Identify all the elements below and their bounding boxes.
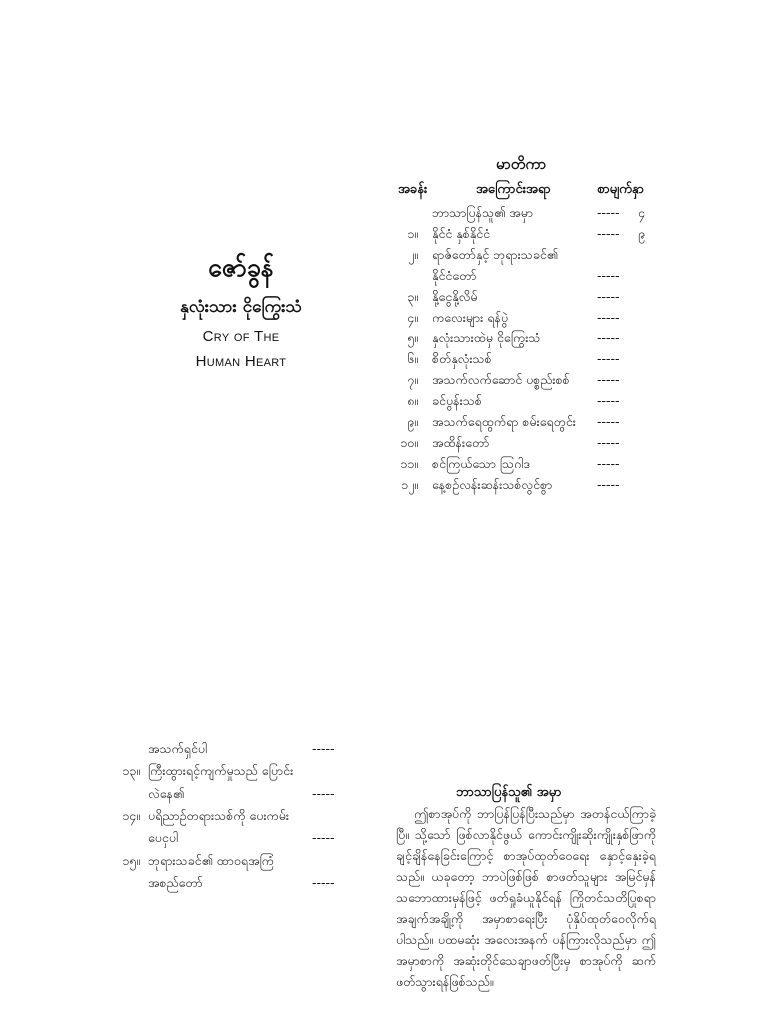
toc-row-title: ဘုရားသခင်၏ ထာဝရအကြံ [148, 852, 274, 868]
toc-row-leader: ----- [597, 414, 620, 429]
toc-column-page: စာမျက်နှာ [597, 182, 644, 197]
toc-row-number: ၆။ [407, 351, 418, 367]
preface-paragraph: ဤစာအုပ်ကို ဘာပြန်ပြန်ပြီးသည်မှာ အတန်ငယ်ကြာခဲ့ပြီ။ သို့သော် ဖြစ်လာနိုင်ဖွယ် ကောင်းကျိုးဆိုးကျိုးနှစ်ဖြာကို ချင့်ချိန်နေခြင်းကြောင့် စာအုပ်ထုတ်ဝေရေး နှောင့်နှေးခဲ့ရသည်။ ယခုတော့ ဘာပဲဖြစ်ဖြစ် စာဖတ်သူများ အမြင်မှန် သဘောထားမှန်ဖြင့် ဖတ်ရှုခံယူနိုင်ရန် ကြိုတင်သတိပြုစရာ အချက်အချို့ကို အမှာစာရေးပြီး ပုံနှိပ်ထုတ်ဝေလိုက်ရပါသည်။ ပထမဆုံး အလေးအနက် ပန်ကြားလိုသည်မှာ ဤအမှာစာကို အဆုံးတိုင်သေချာဖတ်ပြီးမှ စာအုပ်ကို ဆက်ဖတ်သွားရန်ဖြစ်သည်။ [396, 806, 656, 989]
toc-row-leader: ----- [597, 455, 620, 471]
toc-row-leader: ----- [597, 267, 620, 283]
toc-row-leader: ----- [597, 476, 620, 492]
toc-row [0, 205, 768, 223]
toc-row [0, 226, 768, 244]
cover-title: ဇော်ခွန် [208, 253, 274, 282]
preface-title: ဘာသာပြန်သူ၏ အမှာ [456, 785, 562, 800]
toc-row [0, 456, 768, 474]
toc-row-number: ၃။ [407, 288, 418, 304]
toc-row-title: ကြီးထွားရင့်ကျက်မှုသည် ပြောင်း [148, 763, 294, 779]
toc-row-leader: ----- [597, 434, 620, 450]
toc-row-leader: ----- [312, 741, 335, 756]
toc-row [0, 289, 768, 307]
toc-row [0, 853, 400, 871]
toc-row-title: ကလေးများ ရန်ပွဲ [432, 309, 509, 325]
toc-row-title: ပရိညာဉ်တရားသစ်ကို ပေးကမ်း [148, 807, 290, 823]
toc-row-number: ၁၂။ [401, 476, 418, 492]
toc-row [0, 330, 768, 348]
toc-row-number: ၇။ [407, 372, 418, 388]
toc-row-title: ပေငှပါ [148, 830, 179, 846]
toc-row-leader: ----- [597, 225, 620, 241]
toc-row-title: စိတ်နှလုံးသစ် [432, 351, 492, 367]
toc-row [0, 830, 400, 848]
toc-row [0, 372, 768, 390]
toc-row [0, 435, 768, 453]
toc-row-number: ၄။ [407, 309, 418, 325]
cover-english-title-line2: Human Heart [195, 353, 287, 370]
toc-row-title: နှလုံးသားထဲမှ ငိုကြွေးသံ [432, 330, 541, 346]
toc-row-title: စင်ကြယ်သော ဩဂါဒ [432, 455, 530, 471]
cover-subtitle: နှလုံးသား ငိုကြွေးသံ [180, 297, 302, 317]
toc-row [0, 268, 768, 286]
toc-row-title: လဲနေ၏ [148, 785, 185, 801]
toc-row-title: နေ့စဉ်လန်းဆန်းသစ်လွင်စွာ [432, 476, 553, 492]
toc-row [0, 351, 768, 369]
toc-row-number: ၁၁။ [400, 455, 418, 471]
toc-row-number: ၈။ [407, 393, 418, 409]
toc-row-leader: ----- [597, 372, 620, 388]
toc-row-title: ရာဇ်တော်နှင့် ဘုရားသခင်၏ [432, 246, 558, 262]
toc-row-leader: ----- [312, 785, 335, 801]
toc-row-number: ၁၄။ [122, 807, 140, 823]
toc-row-leader: ----- [312, 830, 335, 846]
toc-row-title: အသက်လက်ဆောင် ပစ္စည်းစစ် [432, 372, 570, 388]
toc-column-number: အခန်း [398, 182, 428, 197]
toc-row-title: အသက်ရေထွက်ရာ စမ်းရေတွင်း [432, 414, 576, 429]
toc-column-subject: အကြောင်းအရာ [476, 182, 551, 197]
toc-row-title: အစည်တော် [148, 874, 203, 890]
toc-row-title: အထိန်းတော် [432, 434, 490, 450]
toc-row [0, 414, 768, 432]
toc-row-leader: ----- [597, 330, 620, 346]
cover-english-title-line1: Cry of The [202, 328, 280, 345]
toc-row [0, 247, 768, 265]
toc-row-title: ဘာသာပြန်သူ၏ အမှာ [432, 205, 534, 220]
toc-row-leader: ----- [597, 351, 620, 367]
toc-row-number: ၁၀။ [400, 434, 418, 450]
toc-row [0, 741, 400, 759]
toc-row [0, 763, 400, 781]
toc-row [0, 786, 400, 804]
toc-row-leader: ----- [597, 393, 620, 409]
toc-heading: မာတိကာ [496, 155, 547, 173]
toc-row-title: အသက်ရှင်ပါ [148, 741, 208, 756]
toc-row-number: ၁၅။ [122, 852, 140, 868]
toc-row-title: နို့ငွေနို့လိမ် [432, 288, 478, 304]
toc-row-leader: ----- [597, 309, 620, 325]
toc-row [0, 310, 768, 328]
toc-row-page: ၄ [638, 205, 646, 220]
toc-row-number: ၁၃။ [122, 763, 140, 779]
toc-row-title: နိုင်ငံတော် [432, 267, 477, 283]
toc-row-number: ၁။ [407, 225, 418, 241]
toc-row [0, 808, 400, 826]
toc-row-number: ၅။ [407, 330, 418, 346]
toc-row-title: ခင်ပွန်းသစ် [432, 393, 482, 409]
toc-row-leader: ----- [597, 288, 620, 304]
toc-row [0, 875, 400, 893]
toc-row [0, 393, 768, 411]
toc-row [0, 477, 768, 495]
toc-row-leader: ----- [597, 205, 620, 220]
toc-row-page: ၉ [638, 225, 646, 241]
toc-row-number: ၂။ [408, 246, 418, 262]
toc-row-title: နိုင်ငံ နှစ်နိုင်ငံ [432, 225, 491, 241]
toc-row-number: ၉။ [407, 414, 418, 429]
toc-row-leader: ----- [312, 874, 335, 890]
